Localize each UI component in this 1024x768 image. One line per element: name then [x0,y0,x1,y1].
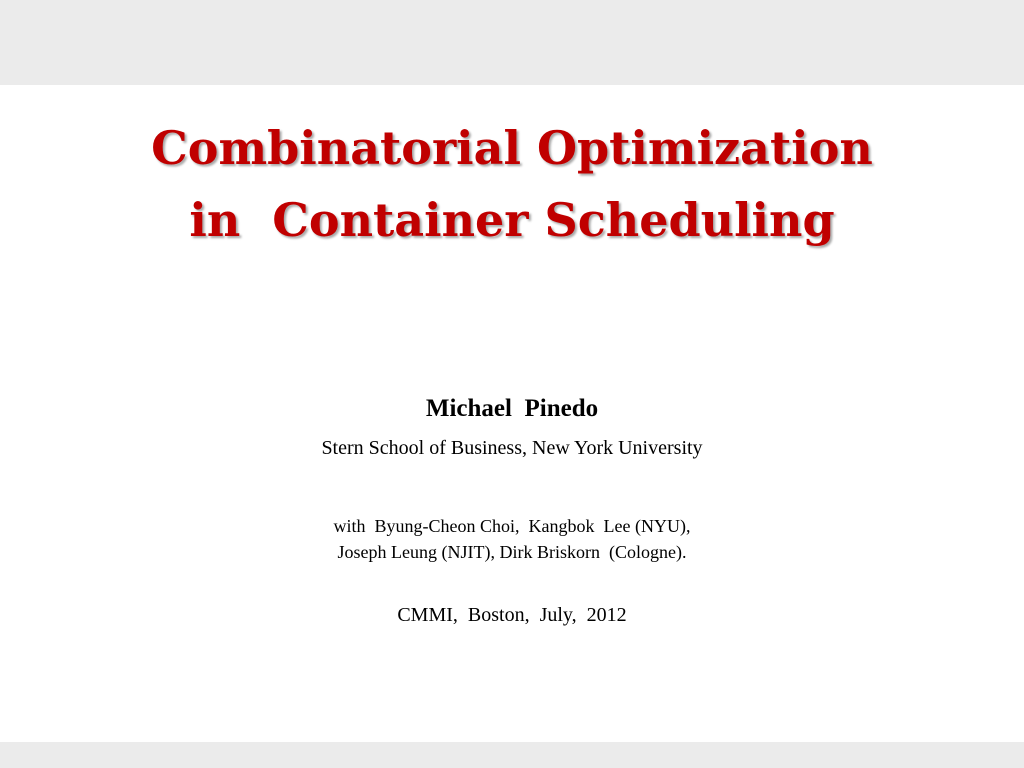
collaborators-line-1: with Byung-Cheon Choi, Kangbok Lee (NYU), [333,516,691,536]
collaborators [0,513,1024,565]
title-line-2: in Container Scheduling [189,193,835,247]
author-name: Michael Pinedo [425,395,599,422]
author-affiliation: Stern School of Business, New York University [321,437,703,459]
slide-title [0,112,1024,256]
bottom-frame-band [0,742,1024,768]
title-line-1: Combinatorial Optimization [151,121,873,175]
top-frame-band [0,0,1024,85]
event-info: CMMI, Boston, July, 2012 [397,604,627,626]
collaborators-line-2: Joseph Leung (NJIT), Dirk Briskorn (Cologne). [337,542,687,562]
